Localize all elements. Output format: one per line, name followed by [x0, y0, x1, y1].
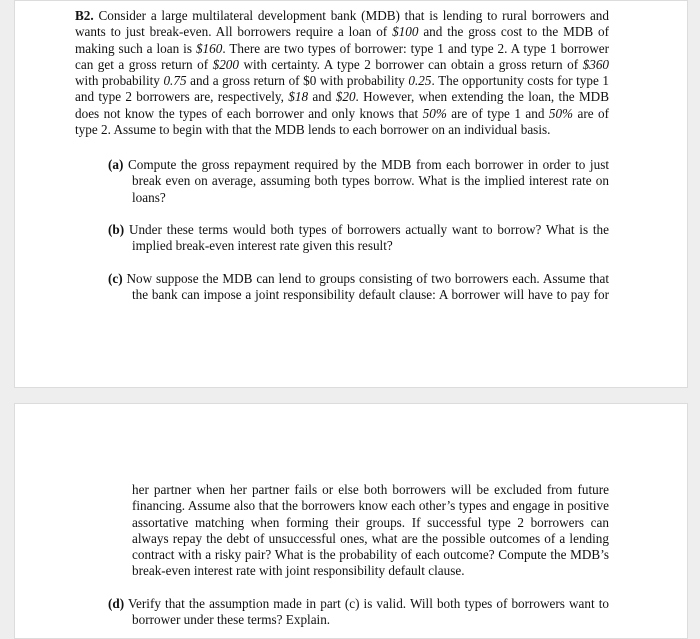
- part-c-text: Now suppose the MDB can lend to groups consisting of two borrowers each. Assume that the bank can impose a joint responsibility default clause: A borrower will have to pay for: [126, 271, 610, 303]
- part-b-label: (b): [108, 222, 125, 237]
- part-a-text: Compute the gross repayment required by the MDB from each borrower in order to just break even on average, assuming both types borrow. What is the implied interest rate on loans?: [127, 157, 609, 205]
- loan-amount: $100: [392, 24, 419, 40]
- part-c-continued-text: her partner when her partner fails or else both borrowers will be excluded from future financing. Assume also that the borrowers know each other’s types and engage in positive assortative matching when forming their groups. If successful type 2 borrowers can always repay the debt of unsuccessful ones, what are the possible outcomes of a lending contract with a risky pair? What is the probability of each outcome? Compute the MDB’s break-even interest rate with joint responsibility default clause.: [132, 482, 609, 579]
- intro-text: and a gross return of $0 with probability: [186, 73, 409, 89]
- intro-text: . The opportunity costs for type 1 and type 2 borrowers are, respectively,: [75, 73, 609, 105]
- gross-cost: $160: [195, 40, 223, 56]
- intro-text: and the gross cost to the MDB of making such a loan is: [75, 24, 610, 56]
- part-d-text: Verify that the assumption made in part (c) is valid. Will both types of borrowers want to borrower under these terms? Explain.: [127, 596, 609, 628]
- type1-return: $200: [212, 56, 239, 72]
- intro-text: are of type 2. Assume to begin with that the MDB lends to each borrower on an individual basis.: [75, 105, 609, 138]
- intro-text: Consider a large multilateral development bank (MDB) that is lending to rural borrowers and wants to just break-even. All borrowers require a loan of: [75, 8, 609, 40]
- part-c: [108, 271, 609, 304]
- intro-text: with certainty. A type 2 borrower can obtain a gross return of: [238, 56, 583, 72]
- part-b-text: Under these terms would both types of borrowers actually want to borrow? What is the implied break-even interest rate given this result?: [128, 222, 610, 254]
- part-b: [108, 222, 609, 255]
- intro-text: are of type 1 and: [446, 105, 549, 121]
- type1-opportunity-cost: $18: [288, 89, 309, 105]
- success-prob: 0.75: [163, 73, 187, 89]
- part-a: [108, 157, 609, 206]
- intro-text: with probability: [75, 73, 164, 89]
- part-a-label: (a): [108, 157, 124, 172]
- failure-prob: 0.25: [408, 73, 432, 89]
- problem-label: B2.: [75, 8, 94, 23]
- type1-share: 50%: [422, 105, 447, 121]
- intro-text: . However, when extending the loan, the MDB does not know the types of each borrower and only knows that: [75, 89, 610, 121]
- type2-opportunity-cost: $20: [335, 89, 356, 105]
- part-c-label: (c): [108, 271, 123, 286]
- problem-intro: [75, 8, 609, 138]
- type2-return: $360: [582, 56, 609, 72]
- type2-share: 50%: [548, 105, 574, 121]
- part-d: [108, 596, 609, 629]
- intro-text: . There are two types of borrower: type 1 and type 2. A type 1 borrower can get a gross return of: [75, 40, 609, 72]
- intro-text: and: [308, 89, 336, 105]
- part-d-label: (d): [108, 596, 125, 611]
- part-c-continued: [132, 482, 609, 580]
